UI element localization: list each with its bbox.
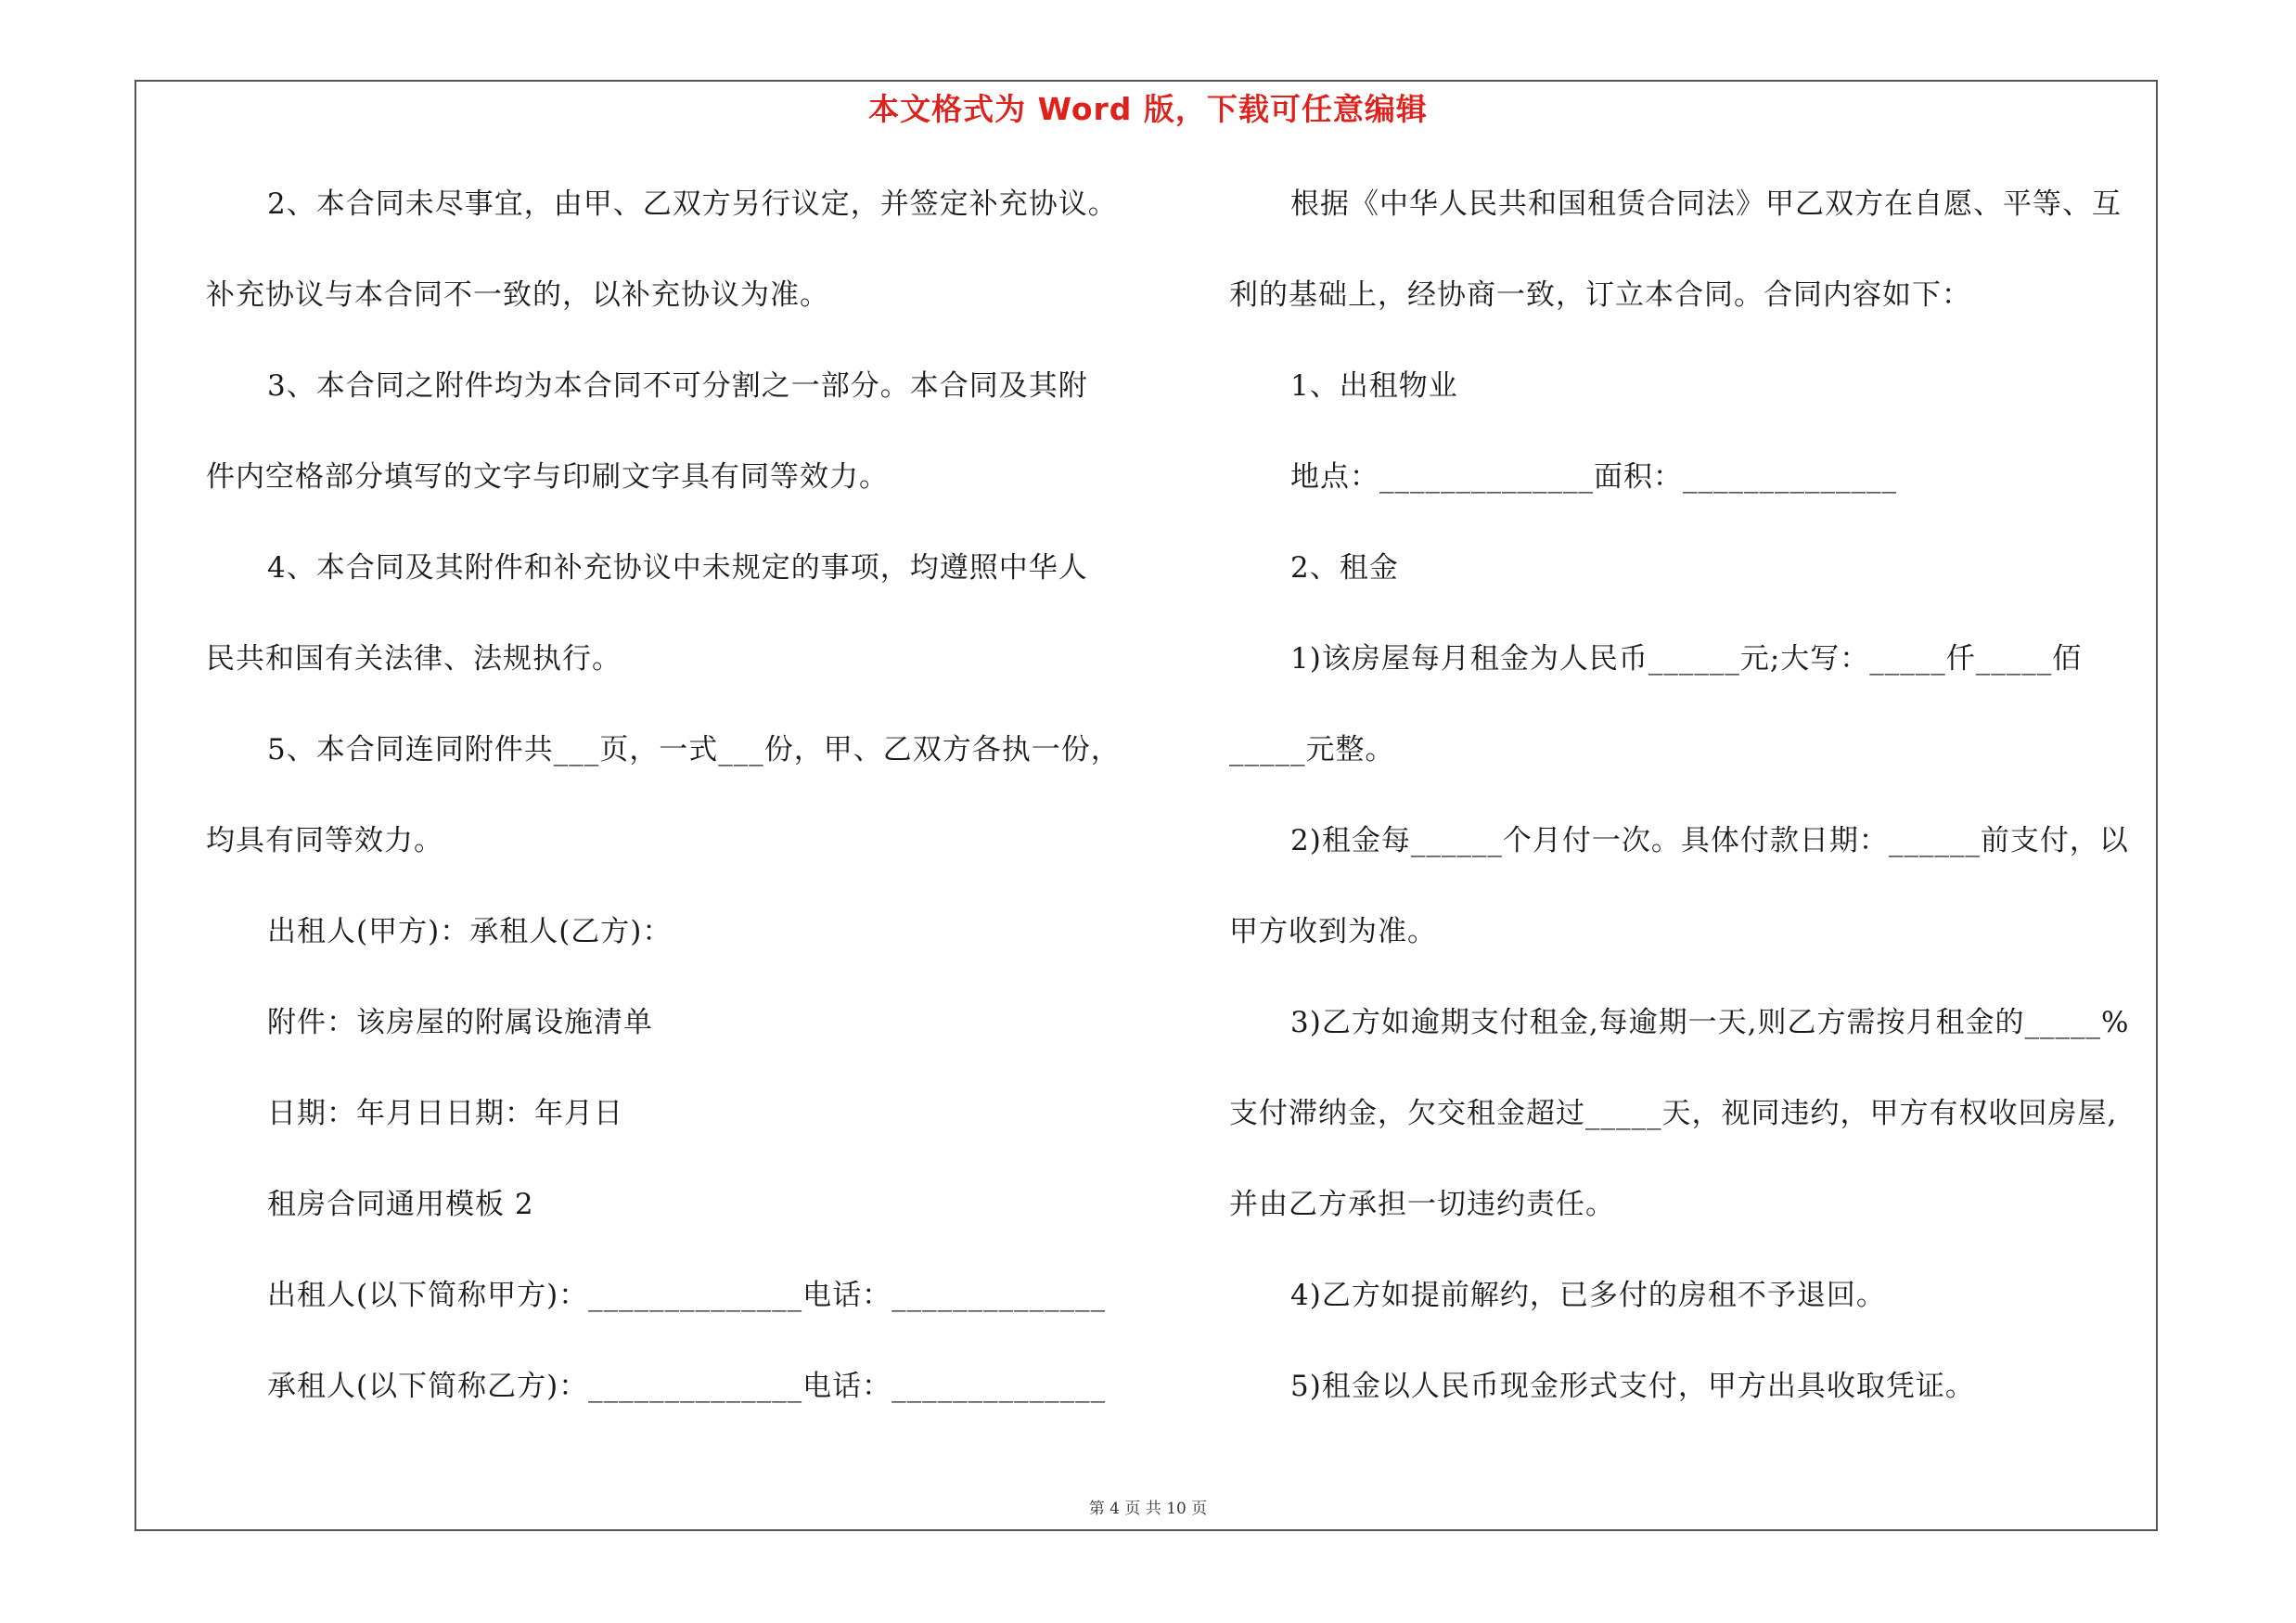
paragraph-line: 补充协议与本合同不一致的，以补充协议为准。 xyxy=(206,278,829,312)
paragraph-line: 2)租金每______个月付一次。具体付款日期：______前支付，以 xyxy=(1290,824,2129,857)
page-number: 第 4 页 共 10 页 xyxy=(1088,1500,1208,1518)
paragraph-line: 4)乙方如提前解约，已多付的房租不予退回。 xyxy=(1290,1279,1886,1312)
section-title: 租房合同通用模板 2 xyxy=(267,1188,534,1221)
form-line: 承租人(以下简称乙方)：______________电话：______________ xyxy=(267,1370,1107,1403)
paragraph-line: 5、本合同连同附件共___页，一式___份，甲、乙双方各执一份， xyxy=(267,733,1121,766)
section-heading: 1、出租物业 xyxy=(1290,369,1458,403)
form-line: 出租人(以下简称甲方)：______________电话：______________ xyxy=(267,1279,1107,1312)
paragraph-line: 日期：年月日日期：年月日 xyxy=(267,1097,623,1130)
banner-notice: 本文格式为 Word 版，下载可任意编辑 xyxy=(868,91,1428,127)
paragraph-line: 2、本合同未尽事宜，由甲、乙双方另行议定，并签定补充协议。 xyxy=(267,187,1118,221)
paragraph-line: _____元整。 xyxy=(1229,733,1395,766)
paragraph-line: 均具有同等效力。 xyxy=(206,824,443,857)
paragraph-line: 5)租金以人民币现金形式支付，甲方出具收取凭证。 xyxy=(1290,1370,1975,1403)
paragraph-line: 3)乙方如逾期支付租金,每逾期一天,则乙方需按月租金的_____% xyxy=(1290,1006,2130,1039)
paragraph-line: 附件：该房屋的附属设施清单 xyxy=(267,1006,653,1039)
paragraph-line: 支付滞纳金，欠交租金超过_____天，视同违约，甲方有权收回房屋, xyxy=(1229,1097,2118,1130)
paragraph-line: 利的基础上，经协商一致，订立本合同。合同内容如下： xyxy=(1229,278,1971,312)
form-line: 地点：______________面积：______________ xyxy=(1290,460,1897,494)
section-heading: 2、租金 xyxy=(1290,551,1399,585)
paragraph-line: 并由乙方承担一切违约责任。 xyxy=(1229,1188,1615,1221)
paragraph-line: 3、本合同之附件均为本合同不可分割之一部分。本合同及其附 xyxy=(267,369,1088,403)
paragraph-line: 件内空格部分填写的文字与印刷文字具有同等效力。 xyxy=(206,460,889,494)
paragraph-line: 根据《中华人民共和国租赁合同法》甲乙双方在自愿、平等、互 xyxy=(1290,187,2122,221)
paragraph-line: 民共和国有关法律、法规执行。 xyxy=(206,642,622,676)
paragraph-line: 4、本合同及其附件和补充协议中未规定的事项，均遵照中华人 xyxy=(267,551,1088,585)
paragraph-line: 甲方收到为准。 xyxy=(1229,915,1437,948)
paragraph-line: 出租人(甲方)：承租人(乙方)： xyxy=(267,915,673,948)
paragraph-line: 1)该房屋每月租金为人民币______元;大写：_____仟_____佰 xyxy=(1290,642,2083,676)
